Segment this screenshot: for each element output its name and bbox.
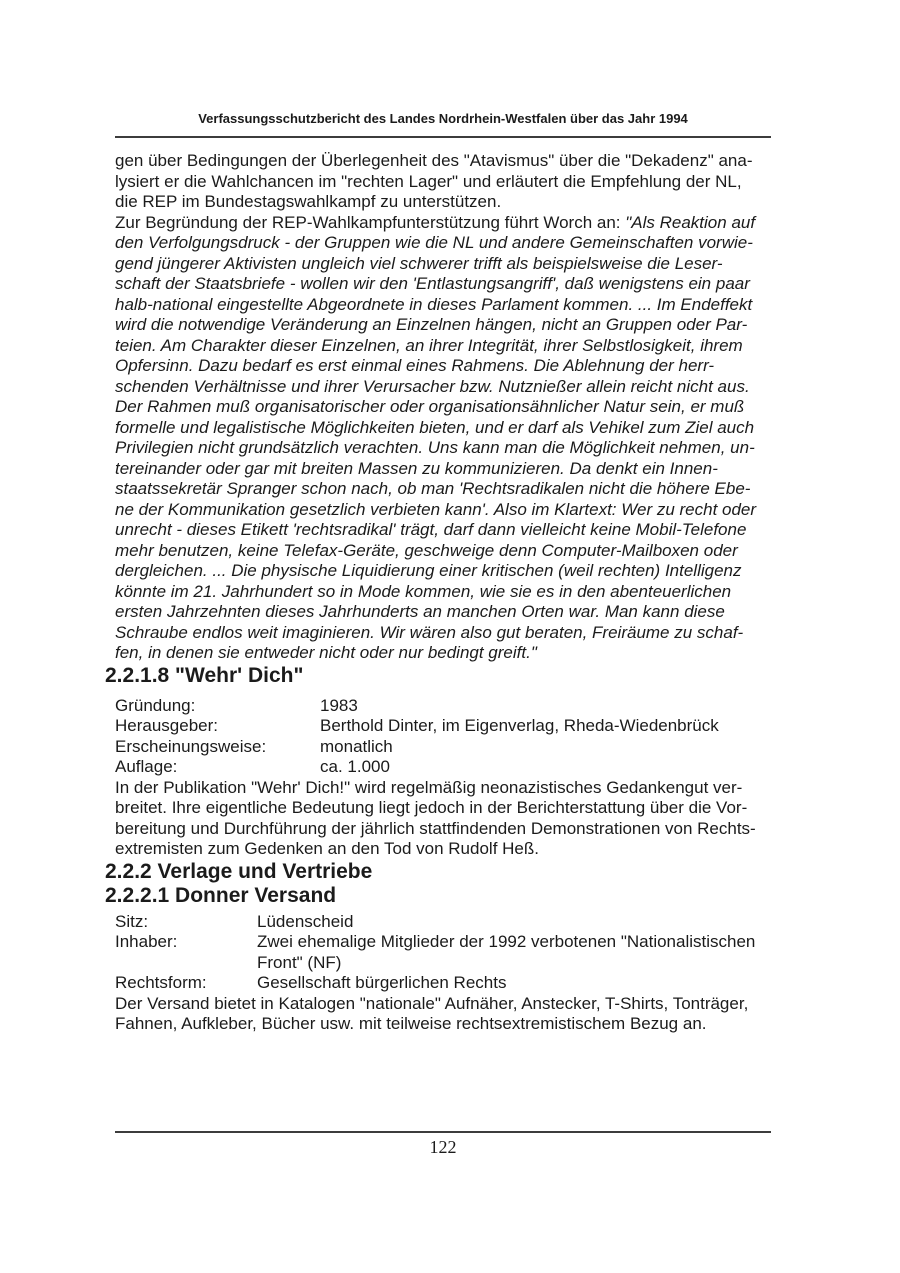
quote-paragraph xyxy=(115,213,795,664)
text-line: Opfersinn. Dazu bedarf es erst einmal eines Rahmens. Die Ablehnung der herr- xyxy=(115,356,715,375)
donner-fields xyxy=(115,912,795,994)
field-value xyxy=(320,716,719,737)
field-label: Inhaber: xyxy=(115,932,178,951)
text-line: halb-national eingestellte Abgeordnete in dieses Parlament kommen. ... Im Endeffekt xyxy=(115,294,753,314)
text-line: teien. Am Charakter dieser Einzelnen, an ihrer Integrität, ihrer Selbstlosigkeit, ihrem xyxy=(115,335,743,355)
text-line: schenden Verhältnisse und ihrer Verursacher bzw. Nutznießer allein reicht nicht aus. xyxy=(115,376,750,396)
text-line: schaft der Staatsbriefe - wollen wir den 'Entlastungsangriff', daß wenigstens ein paar xyxy=(115,274,750,293)
field-label: Sitz: xyxy=(115,911,149,931)
text-line: Schraube endlos weit imaginieren. Wir wären also gut beraten, Freiräume zu schaf- xyxy=(115,622,744,642)
text-line: extremisten zum Gedenken an den Tod von Rudolf Heß. xyxy=(115,839,539,858)
field-row xyxy=(115,932,795,973)
quote-start: "Als Reaktion auf xyxy=(625,212,756,232)
field-row xyxy=(115,912,795,933)
text-line: gend jüngerer Aktivisten ungleich viel schwerer trifft als beispielsweise die Leser- xyxy=(115,253,723,273)
text-line xyxy=(115,213,795,234)
section-heading-donner-versand: 2.2.2.1 Donner Versand xyxy=(105,883,337,907)
text-line: Fahnen, Aufkleber, Bücher usw. mit teilweise rechtsextremistischem Bezug an. xyxy=(115,1014,707,1033)
wehr-dich-paragraph xyxy=(115,778,795,860)
field-label: Herausgeber: xyxy=(115,716,219,735)
text-line: breitet. Ihre eigentliche Bedeutung liegt jedoch in der Berichterstattung über die Vor- xyxy=(115,798,748,817)
text-line: Front" (NF) xyxy=(257,952,342,972)
field-value xyxy=(320,737,393,758)
field-row xyxy=(115,757,795,778)
field-row xyxy=(115,973,795,994)
page-header-title: Verfassungsschutzbericht des Landes Nordrhein-Westfalen über das Jahr 1994 xyxy=(198,111,688,126)
text-line: wird die notwendige Veränderung an Einzelnen hängen, nicht an Gruppen oder Par- xyxy=(115,315,748,334)
intro-paragraph xyxy=(115,151,795,213)
text-line: mehr benutzen, keine Telefax-Geräte, geschweige denn Computer-Mailboxen oder xyxy=(115,540,738,560)
field-label: Auflage: xyxy=(115,757,178,776)
quote-intro: Zur Begründung der REP-Wahlkampfunterstützung führt Worch an: xyxy=(115,212,626,232)
field-label: Gründung: xyxy=(115,695,196,715)
text-line: Zwei ehemalige Mitglieder der 1992 verbotenen "Nationalistischen xyxy=(257,932,756,951)
donner-paragraph xyxy=(115,994,795,1035)
field-value xyxy=(320,757,390,778)
header-rule xyxy=(115,136,771,138)
text-line: Privilegien nicht grundsätzlich verachten. Uns kann man die Möglichkeit nehmen, un- xyxy=(115,438,755,457)
field-label: Rechtsform: xyxy=(115,973,207,992)
field-value xyxy=(257,912,353,933)
text-line: monatlich xyxy=(320,736,393,756)
text-line: tereinander oder gar mit breiten Massen zu kommunizieren. Da denkt ein Innen- xyxy=(115,458,718,478)
text-line: Lüdenscheid xyxy=(257,911,354,931)
field-value xyxy=(320,696,358,717)
text-line: den Verfolgungsdruck - der Gruppen wie die NL und andere Gemeinschaften vorwie- xyxy=(115,233,753,252)
text-line: ca. 1.000 xyxy=(320,757,390,776)
text-line: ersten Jahrzehnten dieses Jahrhunderts an manchen Orten war. Man kann diese xyxy=(115,602,725,621)
field-row xyxy=(115,696,795,717)
text-line: die REP im Bundestagswahlkampf zu unterstützen. xyxy=(115,192,502,211)
text-line: fen, in denen sie entweder nicht oder nur bedingt greift." xyxy=(115,643,537,662)
text-line: lysiert er die Wahlchancen im "rechten Lager" und erläutert die Empfehlung der NL, xyxy=(115,171,742,191)
text-line: Der Rahmen muß organisatorischer oder organisationsähnlicher Natur sein, er muß xyxy=(115,397,745,416)
wehr-dich-fields xyxy=(115,696,795,778)
page-footer xyxy=(115,1131,771,1158)
section-heading-verlage: 2.2.2 Verlage und Vertriebe xyxy=(105,859,373,883)
text-line: dergleichen. ... Die physische Liquidierung einer kritischen (weil rechten) Intelligenz xyxy=(115,561,742,580)
text-line: Der Versand bietet in Katalogen "nationale" Aufnäher, Anstecker, T-Shirts, Tonträger, xyxy=(115,993,749,1013)
field-value xyxy=(257,932,755,973)
text-line: formelle und legalistische Möglichkeiten bieten, und er darf als Vehikel zum Ziel auch xyxy=(115,417,755,437)
text-line: gen über Bedingungen der Überlegenheit des "Atavismus" über die "Dekadenz" ana- xyxy=(115,151,753,170)
text-line: In der Publikation "Wehr' Dich!" wird regelmäßig neonazistisches Gedankengut ver- xyxy=(115,777,743,797)
page-number: 122 xyxy=(429,1137,457,1157)
text-line: 1983 xyxy=(320,695,358,715)
field-label: Erscheinungsweise: xyxy=(115,736,267,756)
field-row xyxy=(115,737,795,758)
field-row xyxy=(115,716,795,737)
text-line: ne der Kommunikation gesetzlich verbieten kann'. Also im Klartext: Wer zu recht oder xyxy=(115,499,757,519)
text-line: Gesellschaft bürgerlichen Rechts xyxy=(257,973,507,992)
page-content xyxy=(105,0,795,1035)
quote-lines xyxy=(115,233,795,664)
text-line: bereitung und Durchführung der jährlich stattfindenden Demonstrationen von Rechts- xyxy=(115,818,756,838)
text-line: unrecht - dieses Etikett 'rechtsradikal' trägt, darf dann vielleicht keine Mobil-Telefone xyxy=(115,520,747,539)
text-line: Berthold Dinter, im Eigenverlag, Rheda-Wiedenbrück xyxy=(320,716,719,735)
text-line: könnte im 21. Jahrhundert so in Mode kommen, wie sie es in den abenteuerlichen xyxy=(115,581,732,601)
text-line: staatssekretär Spranger schon nach, ob man 'Rechtsradikalen nicht die höhere Ebe- xyxy=(115,479,751,498)
field-value xyxy=(257,973,506,994)
section-heading-wehr-dich: 2.2.1.8 "Wehr' Dich" xyxy=(105,663,304,687)
